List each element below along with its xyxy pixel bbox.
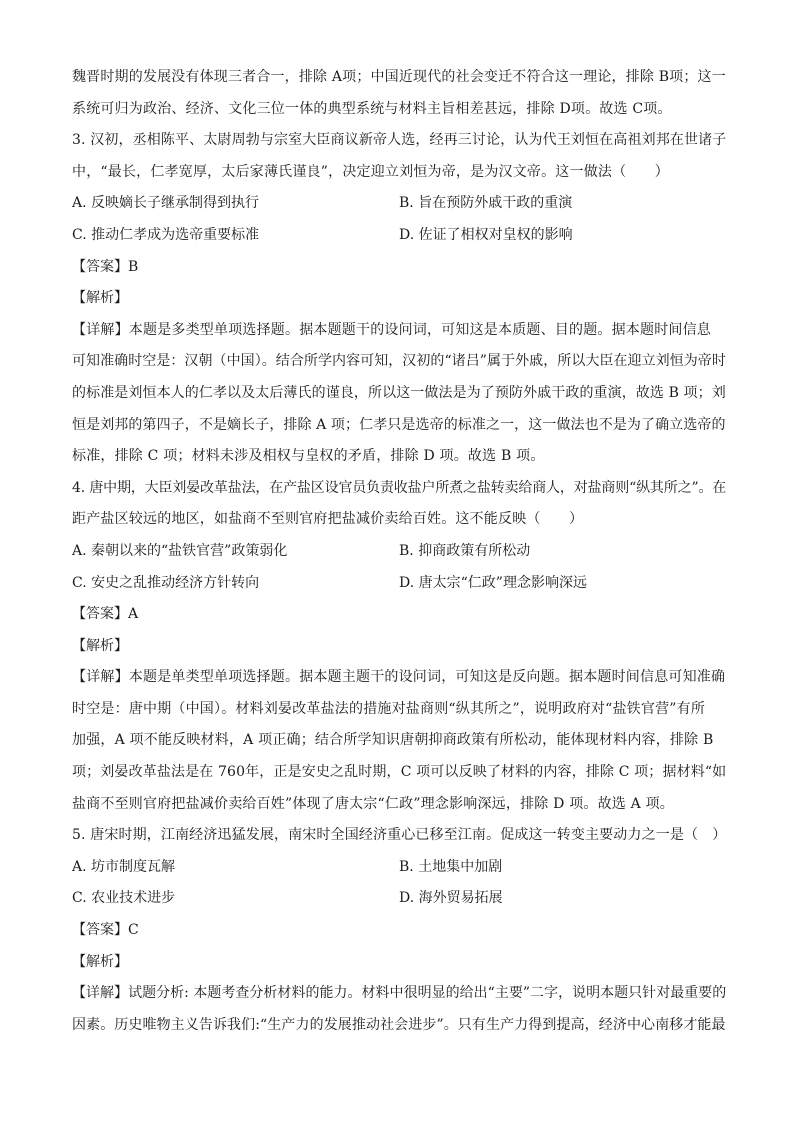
option-c: C. 农业技术进步 — [72, 890, 176, 907]
option-list — [72, 188, 726, 251]
answer-label: 【答案】B — [72, 258, 139, 275]
option-b: B. 旨在预防外戚干政的重演 — [399, 195, 573, 212]
option-a: A. 秦朝以来的“盐铁官营”政策弱化 — [72, 542, 288, 559]
text-line: 的标准是刘恒本人的仁孝以及太后薄氏的谨良，所以这一做法是为了预防外戚干政的重演，故选 B 项；刘 — [72, 384, 726, 401]
question-4 — [72, 473, 726, 821]
text-line: 因素。历史唯物主义告诉我们:“生产力的发展推动社会进步”。只有生产力得到提高，经济中心南移才能最 — [72, 1016, 726, 1033]
text-line: 5. 唐宋时期，江南经济迅猛发展，南宋时全国经济重心已移至江南。促成这一转变主要动力之一是（ ） — [72, 827, 727, 844]
document-page — [72, 62, 726, 1041]
option-a: A. 坊市制度瓦解 — [72, 858, 176, 875]
text-line: 加强，A 项不能反映材料，A 项正确；结合所学知识唐朝抑商政策有所松动，能体现材料内容，排除 B — [72, 732, 714, 749]
option-a: A. 反映嫡长子继承制得到执行 — [72, 195, 260, 212]
text-line: 项；刘晏改革盐法是在 760年，正是安史之乱时期，C 项可以反映了材料的内容，排除 C 项；据材料“如 — [72, 764, 727, 781]
text-line: 3. 汉初，丞相陈平、太尉周勃与宗室大臣商议新帝人选，经再三讨论，认为代王刘恒在高祖刘邦在世诸子 — [72, 132, 727, 149]
question-stem — [72, 473, 726, 536]
option-c: C. 安史之乱推动经济方针转向 — [72, 574, 260, 591]
text-line: 时空是：唐中期（中国）。材料刘晏改革盐法的措施对盐商则“纵其所之”，说明政府对“盐铁官营”有所 — [72, 700, 706, 717]
option-list — [72, 536, 726, 599]
detail-explanation — [72, 978, 726, 1041]
text-line: 魏晋时期的发展没有体现三者合一，排除 A项；中国近现代的社会变迁不符合这一理论，排除 B项；这一 — [72, 69, 726, 85]
detail-explanation — [72, 662, 726, 820]
text-line: 标准，排除 C 项；材料未涉及相权与皇权的矛盾，排除 D 项。故选 B 项。 — [72, 448, 545, 465]
analysis-label: 【解析】 — [72, 637, 128, 654]
text-line: 可知准确时空是：汉朝（中国）。结合所学内容可知，汉初的“诸吕”属于外戚，所以大臣在迎立刘恒为帝时 — [72, 353, 726, 370]
option-d: D. 唐太宗“仁政”理念影响深远 — [399, 574, 587, 591]
text-line: 中，“最长，仁孝宽厚，太后家薄氏谨良”，决定迎立刘恒为帝，是为汉文帝。这一做法（ ） — [72, 163, 669, 180]
option-b: B. 土地集中加剧 — [399, 858, 503, 875]
question-stem — [72, 125, 726, 188]
question-5 — [72, 820, 726, 1041]
option-list — [72, 852, 726, 915]
option-d: D. 佐证了相权对皇权的影响 — [399, 226, 573, 243]
text-line: 【详解】本题是单类型单项选择题。据本题主题干的设问词，可知这是反向题。据本题时间信息可知准确 — [72, 669, 726, 686]
text-line: 4. 唐中期，大臣刘晏改革盐法，在产盐区设官员负责收盐户所煮之盐转卖给商人，对盐商则“纵其所之”。在 — [72, 479, 727, 496]
detail-explanation — [72, 315, 726, 473]
option-b: B. 抑商政策有所松动 — [399, 542, 531, 559]
text-line: 【详解】本题是多类型单项选择题。据本题题干的设问词，可知这是本质题、目的题。据本题时间信息 — [72, 321, 711, 338]
text-line: 【详解】试题分析: 本题考查分析材料的能力。材料中很明显的给出“主要”二字，说明本题只针对最重要的 — [72, 985, 727, 1002]
answer-label: 【答案】A — [72, 606, 139, 623]
option-c: C. 推动仁孝成为选帝重要标准 — [72, 226, 260, 243]
analysis-label: 【解析】 — [72, 290, 128, 307]
question-stem — [72, 820, 726, 852]
text-line: 盐商不至则官府把盐减价卖给百姓”体现了唐太宗“仁政”理念影响深远，排除 D 项。故选 A 项。 — [72, 795, 675, 812]
text-line: 系统可归为政治、经济、文化三位一体的典型系统与材料主旨相差甚远，排除 D项。故选 C项。 — [72, 100, 672, 117]
option-d: D. 海外贸易拓展 — [399, 890, 503, 907]
intro-paragraph — [72, 62, 726, 125]
analysis-label: 【解析】 — [72, 953, 128, 970]
answer-label: 【答案】C — [72, 922, 139, 939]
text-line: 距产盐区较远的地区，如盐商不至则官府把盐减价卖给百姓。这不能反映（ ） — [72, 511, 584, 528]
question-3 — [72, 125, 726, 473]
text-line: 恒是刘邦的第四子，不是嫡长子，排除 A 项；仁孝只是选帝的标准之一，这一做法也不是为了确立选帝的 — [72, 416, 726, 433]
